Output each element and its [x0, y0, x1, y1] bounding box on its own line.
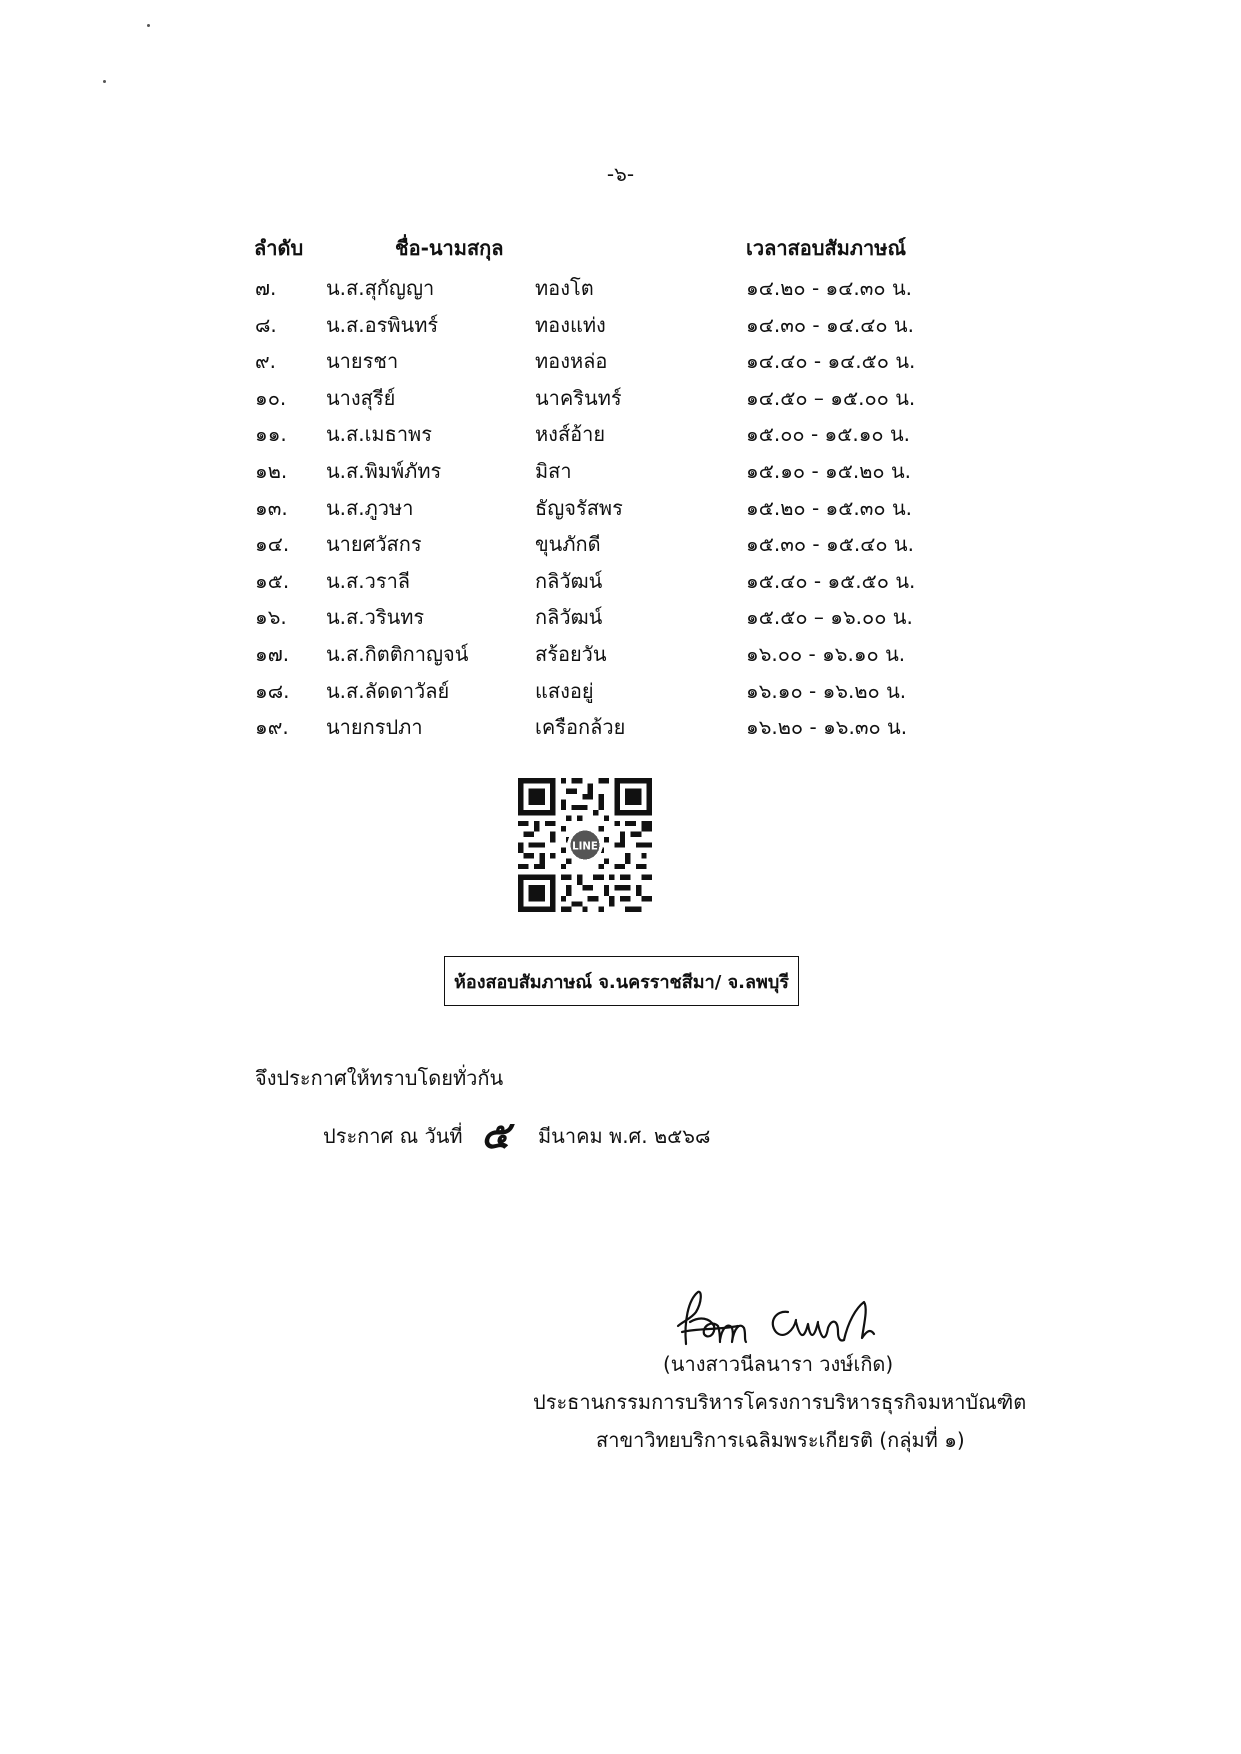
date-day-handwritten: ๕	[481, 1112, 510, 1157]
date-prefix: ประกาศ ณ วันที่	[323, 1124, 463, 1148]
table-row	[0, 345, 1241, 375]
table-row	[0, 638, 1241, 668]
last-name: ทองโต	[535, 276, 594, 300]
date-month-year: มีนาคม พ.ศ. ๒๕๖๘	[538, 1124, 711, 1148]
first-name: น.ส.กิตติกาญจน์	[326, 642, 469, 666]
last-name: ทองแท่ง	[535, 312, 606, 337]
first-name: น.ส.วรินทร	[326, 605, 425, 630]
last-name: สร้อยวัน	[535, 642, 607, 666]
row-number: ๑๐.	[255, 385, 287, 410]
interview-time: ๑๔.๒๐ - ๑๔.๓๐ น.	[746, 276, 912, 300]
signer-name: (นางสาวนีลนารา วงษ์เกิด)	[663, 1352, 894, 1376]
announcement-text: จึงประกาศให้ทราบโดยทั่วกัน	[255, 1066, 504, 1090]
last-name: ทองหล่อ	[535, 349, 608, 374]
last-name: ขุนภักดี	[535, 532, 601, 557]
interview-room-box: ห้องสอบสัมภาษณ์ จ.นครราชสีมา/ จ.ลพบุรี	[444, 956, 799, 1006]
row-number: ๑๗.	[255, 642, 290, 666]
row-number: ๑๖.	[255, 605, 287, 630]
first-name: นายกรปภา	[326, 715, 423, 740]
interview-time: ๑๕.๕๐ – ๑๖.๐๐ น.	[746, 605, 913, 630]
row-number: ๑๑.	[255, 422, 287, 447]
row-number: ๑๔.	[255, 532, 290, 557]
row-number: ๑๓.	[255, 495, 288, 520]
table-row	[0, 565, 1241, 595]
first-name: น.ส.สุกัญญา	[326, 276, 435, 300]
interview-time: ๑๕.๓๐ - ๑๕.๔๐ น.	[746, 532, 914, 557]
line-qr-code[interactable]	[518, 778, 652, 912]
table-row	[0, 382, 1241, 412]
last-name: มิสา	[535, 459, 572, 483]
table-row	[0, 309, 1241, 339]
last-name: หงส์อ้าย	[535, 422, 606, 447]
last-name: นาครินทร์	[535, 385, 622, 410]
scan-speck	[147, 24, 150, 27]
interview-time: ๑๔.๓๐ - ๑๔.๔๐ น.	[746, 312, 914, 337]
row-number: ๑๘.	[255, 678, 290, 703]
row-number: ๘.	[255, 312, 277, 337]
signature-image	[668, 1282, 898, 1354]
last-name: แสงอยู่	[535, 678, 594, 703]
scan-speck	[103, 80, 106, 83]
last-name: เครือกล้วย	[535, 715, 626, 740]
row-number: ๑๕.	[255, 568, 290, 593]
signer-position-line1: ประธานกรรมการบริหารโครงการบริหารธุรกิจมหาบัณฑิต	[533, 1390, 1027, 1414]
table-row	[0, 528, 1241, 558]
page-number: -๖-	[606, 162, 635, 186]
last-name: ธัญจรัสพร	[535, 495, 623, 520]
interview-time: ๑๕.๑๐ - ๑๕.๒๐ น.	[746, 459, 911, 483]
interview-time: ๑๔.๔๐ - ๑๔.๕๐ น.	[746, 349, 916, 374]
last-name: กลิวัฒน์	[535, 605, 603, 630]
first-name: น.ส.พิมพ์ภัทร	[326, 459, 442, 483]
first-name: น.ส.ภูวษา	[326, 495, 414, 520]
row-number: ๑๒.	[255, 459, 288, 483]
table-row	[0, 675, 1241, 705]
interview-time: ๑๕.๒๐ - ๑๕.๓๐ น.	[746, 495, 912, 520]
first-name: น.ส.วราลี	[326, 568, 411, 593]
interview-time: ๑๕.๐๐ - ๑๕.๑๐ น.	[746, 422, 911, 447]
header-time: เวลาสอบสัมภาษณ์	[746, 236, 907, 260]
last-name: กลิวัฒน์	[535, 568, 603, 593]
row-number: ๑๙.	[255, 715, 289, 740]
table-row	[0, 418, 1241, 448]
row-number: ๗.	[255, 276, 277, 300]
first-name: นายศวัสกร	[326, 532, 422, 557]
first-name: น.ส.ลัดดาวัลย์	[326, 678, 450, 703]
interview-time: ๑๕.๔๐ - ๑๕.๕๐ น.	[746, 568, 916, 593]
interview-time: ๑๖.๒๐ - ๑๖.๓๐ น.	[746, 715, 908, 740]
row-number: ๙.	[255, 349, 277, 374]
table-row	[0, 272, 1241, 302]
first-name: น.ส.อรพินทร์	[326, 312, 439, 337]
signer-position-line2: สาขาวิทยบริการเฉลิมพระเกียรติ (กลุ่มที่ ๑)	[596, 1428, 965, 1452]
table-row	[0, 601, 1241, 631]
header-order: ลำดับ	[254, 236, 304, 260]
table-row	[0, 711, 1241, 741]
interview-time: ๑๖.๑๐ - ๑๖.๒๐ น.	[746, 678, 907, 703]
interview-time: ๑๔.๕๐ – ๑๕.๐๐ น.	[746, 385, 916, 410]
header-name: ชื่อ-นามสกุล	[395, 236, 504, 260]
first-name: น.ส.เมธาพร	[326, 422, 432, 447]
table-row	[0, 492, 1241, 522]
first-name: นางสุรีย์	[326, 385, 396, 410]
first-name: นายรชา	[326, 349, 399, 374]
line-badge-icon: LINE	[572, 841, 598, 853]
interview-time: ๑๖.๐๐ - ๑๖.๑๐ น.	[746, 642, 906, 666]
table-row	[0, 455, 1241, 485]
